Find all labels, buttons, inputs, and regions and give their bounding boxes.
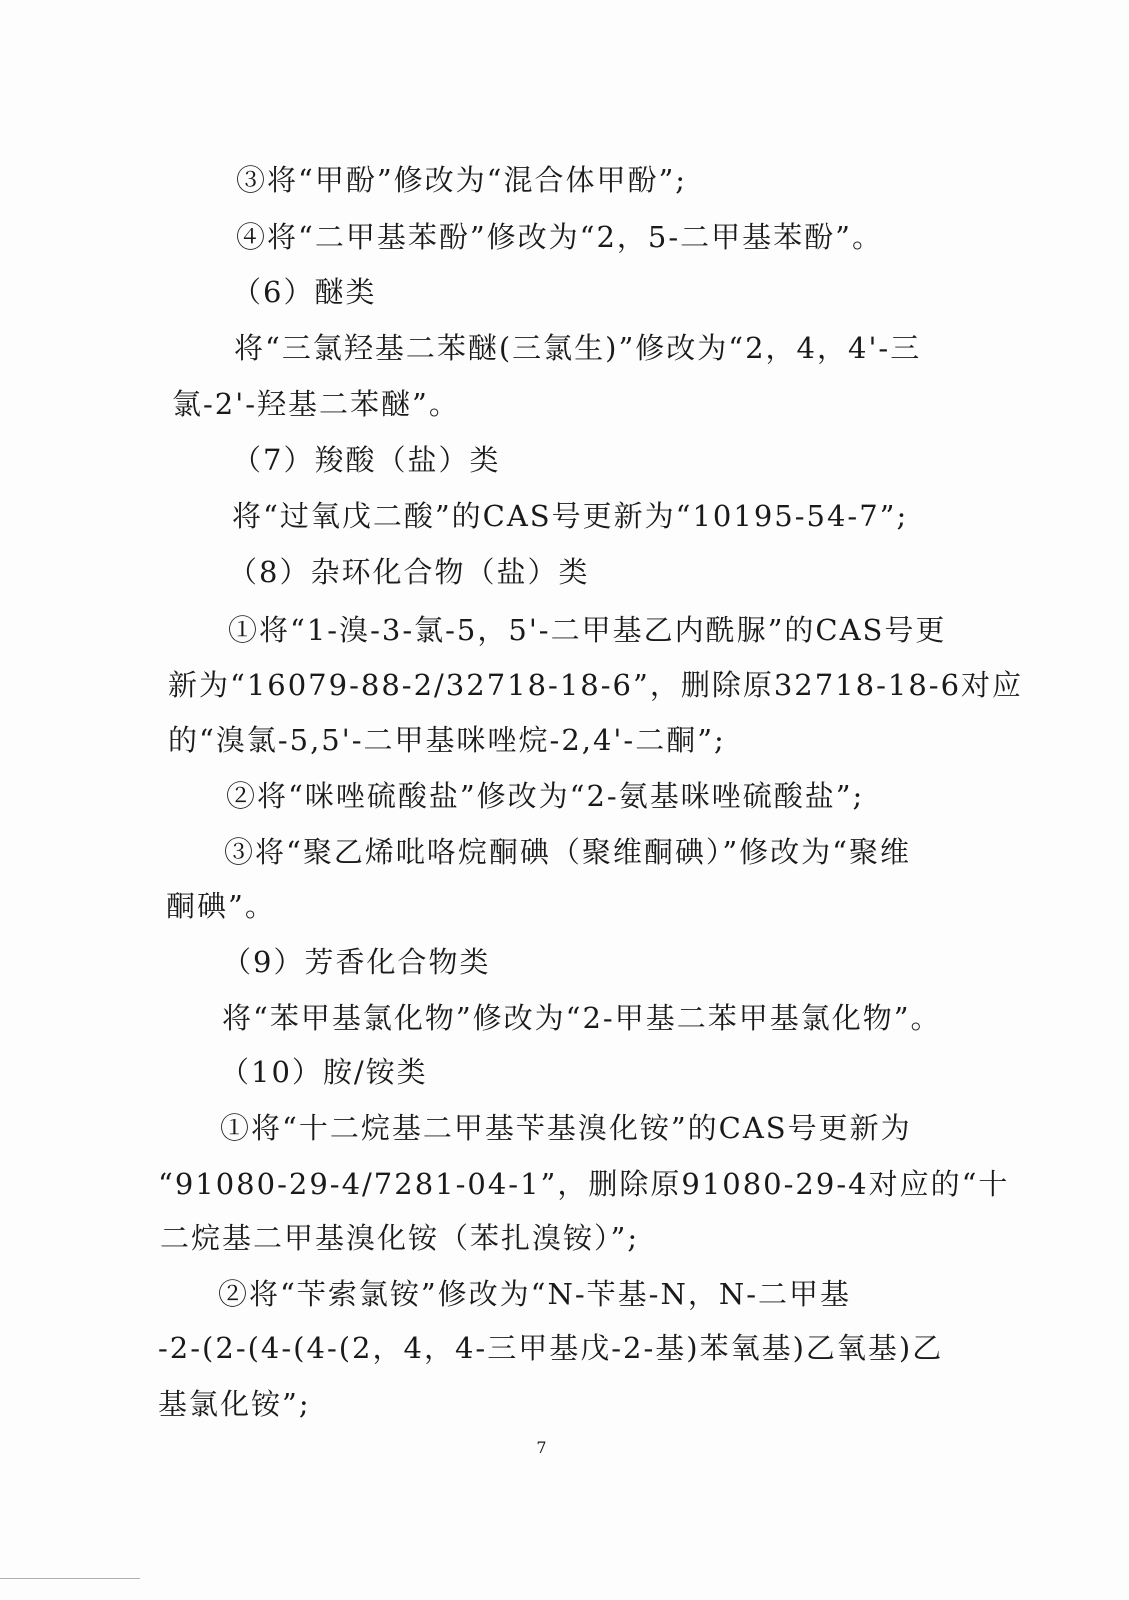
text-line: 将“过氧戊二酸”的CAS号更新为“10195-54-7”; xyxy=(232,499,909,533)
text-line: ③将“甲酚”修改为“混合体甲酚”; xyxy=(236,163,688,197)
text-line: 将“三氯羟基二苯醚(三氯生)”修改为“2，4，4'-三 xyxy=(234,331,922,365)
text-line: 氯-2'-羟基二苯醚”。 xyxy=(172,387,460,421)
section-heading: （6）醚类 xyxy=(232,275,377,309)
text-line: 二烷基二甲基溴化铵（苯扎溴铵）”; xyxy=(160,1221,640,1255)
section-heading: （7）羧酸（盐）类 xyxy=(232,443,501,477)
text-line: 酮碘”。 xyxy=(166,889,276,923)
text-line: -2-(2-(4-(4-(2，4，4-三甲基戊-2-基)苯氧基)乙氧基)乙 xyxy=(158,1331,944,1365)
page-number: 7 xyxy=(536,1438,547,1457)
text-line: ②将“咪唑硫酸盐”修改为“2-氨基咪唑硫酸盐”; xyxy=(226,779,865,813)
text-line: ③将“聚乙烯吡咯烷酮碘（聚维酮碘）”修改为“聚维 xyxy=(224,835,911,869)
section-heading: （10）胺/铵类 xyxy=(220,1055,428,1089)
section-heading: （8）杂环化合物（盐）类 xyxy=(228,555,590,589)
text-line: ④将“二甲基苯酚”修改为“2，5-二甲基苯酚”。 xyxy=(236,220,884,254)
text-line: 基氯化铵”; xyxy=(158,1387,311,1421)
text-line: ①将“1-溴-3-氯-5，5'-二甲基乙内酰脲”的CAS号更 xyxy=(228,613,947,647)
section-heading: （9）芳香化合物类 xyxy=(222,945,491,979)
text-line: 的“溴氯-5,5'-二甲基咪唑烷-2,4'-二酮”; xyxy=(168,723,726,757)
scan-edge-line xyxy=(0,1578,140,1579)
text-line: 新为“16079-88-2/32718-18-6”，删除原32718-18-6对应 xyxy=(168,668,1024,702)
text-line: “91080-29-4/7281-04-1”，删除原91080-29-4对应的“十 xyxy=(158,1167,1010,1201)
text-line: ②将“苄索氯铵”修改为“N-苄基-N，N-二甲基 xyxy=(218,1277,851,1311)
text-line: ①将“十二烷基二甲基苄基溴化铵”的CAS号更新为 xyxy=(220,1111,912,1145)
text-line: 将“苯甲基氯化物”修改为“2-甲基二苯甲基氯化物”。 xyxy=(222,1001,942,1035)
